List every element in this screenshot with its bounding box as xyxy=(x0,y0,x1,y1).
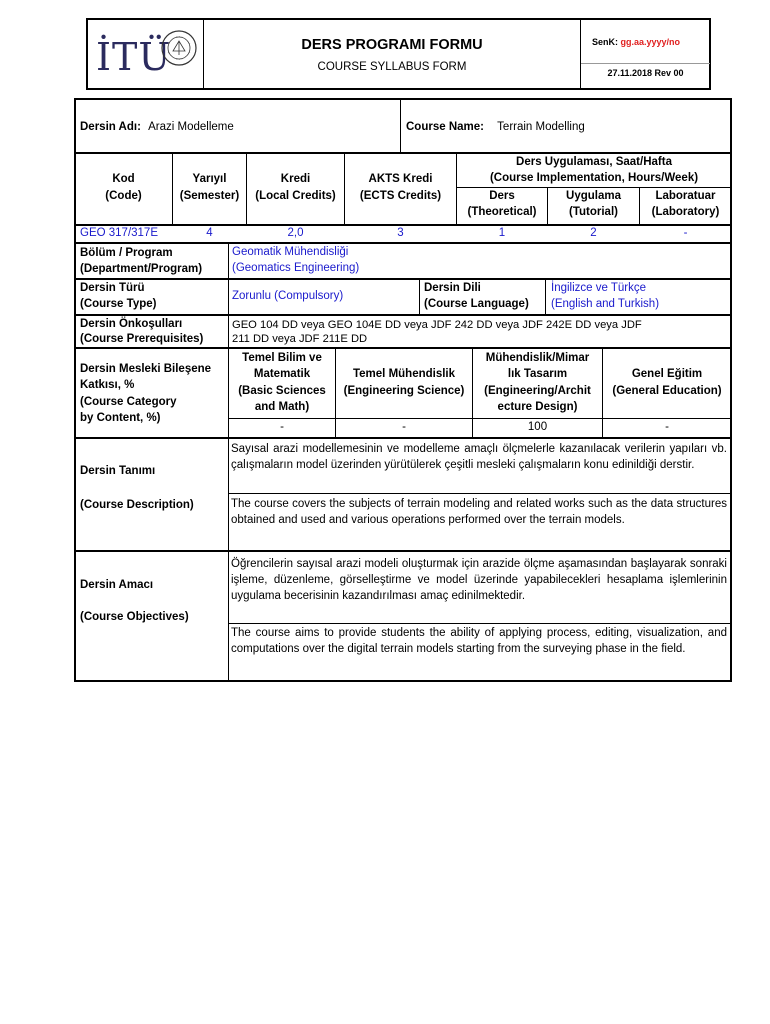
form-title-tr: DERS PROGRAMI FORMU xyxy=(301,37,483,53)
category-label-3: (Course Category xyxy=(80,396,177,408)
lab-header: Laboratuar xyxy=(655,190,716,202)
objectives-text-en: The course aims to provide students the ability of applying process, editing, visualization, and computations over the digital terrain models starting from the surveying phase in the field. xyxy=(231,627,727,655)
category-label-2: Katkısı, % xyxy=(80,379,135,391)
department-value-en: (Geomatics Engineering) xyxy=(232,262,360,274)
category-label: Dersin Mesleki Bileşene xyxy=(80,363,212,375)
course-type-label: Dersin Türü xyxy=(80,282,145,294)
department-label-en: (Department/Program) xyxy=(80,263,203,275)
course-language-label: Dersin Dili xyxy=(424,282,481,294)
engineering-science-header-2: (Engineering Science) xyxy=(343,385,465,397)
course-language-label-en: (Course Language) xyxy=(424,298,529,310)
senk-field xyxy=(592,35,680,50)
course-type-label-en: (Course Type) xyxy=(80,298,157,310)
ects-header: AKTS Kredi xyxy=(368,173,433,185)
prerequisites-label-en: (Course Prerequisites) xyxy=(80,333,204,345)
department-value: Geomatik Mühendisliği xyxy=(232,246,349,258)
lab-header-en: (Laboratory) xyxy=(651,206,720,218)
form-title-en: COURSE SYLLABUS FORM xyxy=(317,61,467,73)
course-type-value: Zorunlu (Compulsory) xyxy=(232,290,344,302)
prerequisites-value: GEO 104 DD veya GEO 104E DD veya JDF 242 DD veya JDF 242E DD veya JDF xyxy=(232,319,642,331)
theoretical-header-en: (Theoretical) xyxy=(467,206,537,218)
category-label-4: by Content, %) xyxy=(80,412,161,424)
engineering-science-header: Temel Mühendislik xyxy=(352,368,456,380)
objectives-label: Dersin Amacı xyxy=(80,579,154,591)
description-label: Dersin Tanımı xyxy=(80,465,156,477)
basic-sciences-header-3: (Basic Sciences xyxy=(238,385,326,397)
department-label: Bölüm / Program xyxy=(80,247,173,259)
objectives-text-tr: Öğrencilerin sayısal arazi modeli oluşturmak için arazide ölçme aşamasından başlayarak sonraki işleme, düzenleme, görselleştirme ve model üzerinde yapabilecekleri hesaplama işlemlerinin uygulama becerisinin kazandırılması amaç edinilmektedir. xyxy=(231,558,727,602)
engineering-design-header-2: lık Tasarım xyxy=(507,368,568,380)
university-seal-icon xyxy=(160,24,198,76)
course-name-tr xyxy=(80,120,234,135)
semester-value: 4 xyxy=(206,227,213,239)
course-name-en xyxy=(406,120,585,135)
tutorial-header-en: (Tutorial) xyxy=(569,206,618,218)
course-code-value: GEO 317/317E xyxy=(80,227,158,239)
senk-value: gg.aa.yyyy/no xyxy=(620,37,681,47)
hours-header: Ders Uygulaması, Saat/Hafta xyxy=(516,156,672,168)
ects-header-en: (ECTS Credits) xyxy=(359,190,442,202)
basic-sciences-header: Temel Bilim ve xyxy=(242,352,322,364)
course-name-tr-label: Dersin Adı: xyxy=(80,121,141,133)
course-name-en-label: Course Name: xyxy=(406,121,484,133)
tutorial-value: 2 xyxy=(590,227,597,239)
engineering-design-value: 100 xyxy=(527,421,548,433)
lab-value: - xyxy=(683,227,688,239)
engineering-design-header-3: (Engineering/Archit xyxy=(484,385,591,397)
general-education-value: - xyxy=(665,421,669,433)
credits-header: Kredi xyxy=(280,173,311,185)
description-label-en: (Course Description) xyxy=(80,499,194,511)
course-name-tr-value: Arazi Modelleme xyxy=(148,121,234,133)
code-header: Kod xyxy=(112,173,135,185)
engineering-design-header-4: ecture Design) xyxy=(497,401,578,413)
engineering-science-value: - xyxy=(402,421,406,433)
theoretical-header: Ders xyxy=(489,190,515,202)
theoretical-value: 1 xyxy=(498,227,506,239)
description-text-tr: Sayısal arazi modellemesinin ve modelleme amaçlı ölçmelerle kazanılacak verilerin yapıları vb. çalışmaların model üzerinden yürütülerek çeşitli mesleki çalışmaların konu edinildiği derstir. xyxy=(231,443,727,471)
engineering-design-header: Mühendislik/Mimar xyxy=(485,352,590,364)
general-education-header-2: (General Education) xyxy=(612,385,722,397)
senk-label: SenK: xyxy=(592,37,619,47)
code-header-en: (Code) xyxy=(105,190,142,202)
ects-value: 3 xyxy=(397,227,404,239)
basic-sciences-value: - xyxy=(280,421,284,433)
semester-header: Yarıyıl xyxy=(192,173,227,185)
prerequisites-value-2: 211 DD veya JDF 211E DD xyxy=(232,333,368,345)
credits-value: 2,0 xyxy=(287,227,304,239)
hours-header-en: (Course Implementation, Hours/Week) xyxy=(489,172,699,184)
course-language-value-en: (English and Turkish) xyxy=(551,298,660,310)
credits-header-en: (Local Credits) xyxy=(255,190,336,202)
revision-date: 27.11.2018 Rev 00 xyxy=(607,68,684,78)
general-education-header: Genel Eğitim xyxy=(631,368,703,380)
basic-sciences-header-2: Matematik xyxy=(253,368,311,380)
tutorial-header: Uygulama xyxy=(566,190,621,202)
prerequisites-label: Dersin Önkoşulları xyxy=(80,318,183,330)
course-language-value: İngilizce ve Türkçe xyxy=(551,282,647,294)
semester-header-en: (Semester) xyxy=(179,190,240,202)
basic-sciences-header-4: and Math) xyxy=(254,401,310,413)
objectives-label-en: (Course Objectives) xyxy=(80,611,189,623)
course-name-en-value: Terrain Modelling xyxy=(497,121,585,133)
itu-logo: İTÜ xyxy=(96,35,172,79)
description-text-en: The course covers the subjects of terrain modeling and related works such as the data structures obtained and used and various operations performed over the terrain models. xyxy=(231,498,727,526)
